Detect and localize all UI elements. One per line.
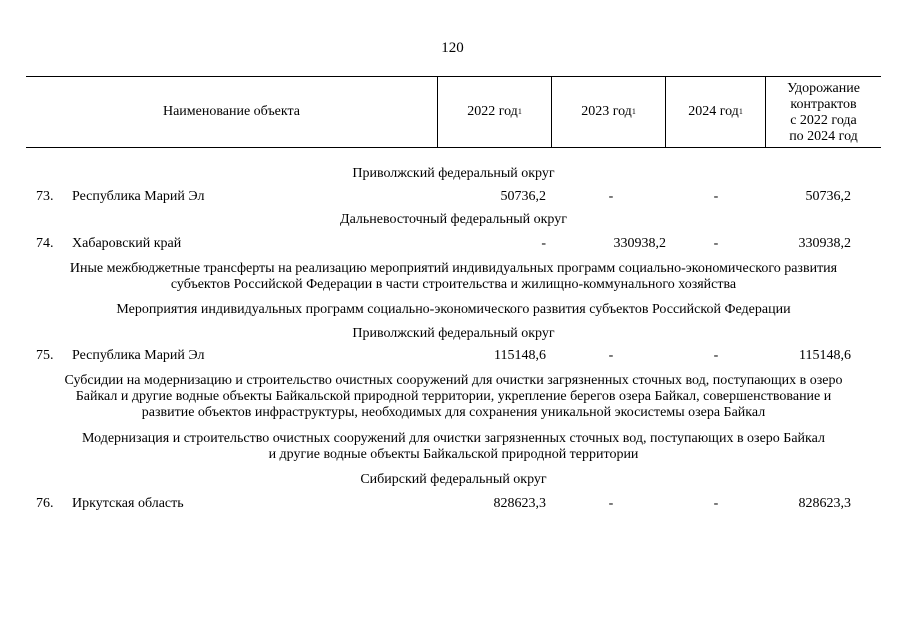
section-heading: Субсидии на модернизацию и строительство очистных сооружений для очистки загрязненных сточных вод, поступающих в озеро Байкал и другие водные объекты Байкальской природной территории, укрепление берегов озера Байкал, совершенствование и развитие объектов инфраструктуры, необходимых для сохранения уникальной экосистемы озера Байкал [64,373,843,420]
value-2023: - [608,496,614,511]
row-name: Иркутская область [72,496,184,511]
header-2023: 2023 год 1 [551,77,665,147]
section-heading: Иные межбюджетные трансферты на реализацию мероприятий индивидуальных программ социально-экономического развития субъектов Российской Федерации в части строительства и жилищно-коммунального хозяйства [69,261,838,292]
table-row [26,348,881,366]
district-heading: Приволжский федеральный округ [352,326,555,341]
table-row [26,236,881,254]
table-row [26,496,881,514]
row-name: Республика Марий Эл [72,189,205,204]
district-heading: Сибирский федеральный округ [360,472,547,487]
value-2024: - [713,348,719,363]
district-heading: Приволжский федеральный округ [352,166,555,181]
value-2022: 115148,6 [494,348,546,363]
header-2022: 2022 год 1 [437,77,551,147]
row-number: 76. [36,496,54,511]
subsection-heading: Модернизация и строительство очистных сооружений для очистки загрязненных сточных вод, поступающих в озеро Байкал и другие водные объекты Байкальской природной территории [82,431,825,462]
row-number: 74. [36,236,54,251]
value-2022: 50736,2 [500,189,546,204]
row-number: 73. [36,189,54,204]
row-name: Хабаровский край [72,236,182,251]
district-heading: Дальневосточный федеральный округ [340,212,567,227]
value-increase: 50736,2 [805,189,851,204]
value-2023: - [608,348,614,363]
page-number: 120 [441,40,464,56]
header-object-name: Наименование объекта [162,104,301,119]
row-number: 75. [36,348,54,363]
value-2022: - [541,236,546,251]
value-increase: 115148,6 [799,348,851,363]
value-2024: - [713,236,719,251]
value-2023: 330938,2 [613,236,666,251]
value-increase: 828623,3 [798,496,851,511]
table-header [26,76,881,148]
header-cost-increase: Удорожание контрактов с 2022 года по 2024 год [765,77,881,147]
row-name: Республика Марий Эл [72,348,205,363]
table-row [26,189,881,207]
value-2024: - [713,189,719,204]
subsection-heading: Мероприятия индивидуальных программ социально-экономического развития субъектов Российской Федерации [116,302,791,317]
value-2024: - [713,496,719,511]
value-2022: 828623,3 [493,496,546,511]
header-2024: 2024 год 1 [665,77,765,147]
value-2023: - [608,189,614,204]
value-increase: 330938,2 [798,236,851,251]
